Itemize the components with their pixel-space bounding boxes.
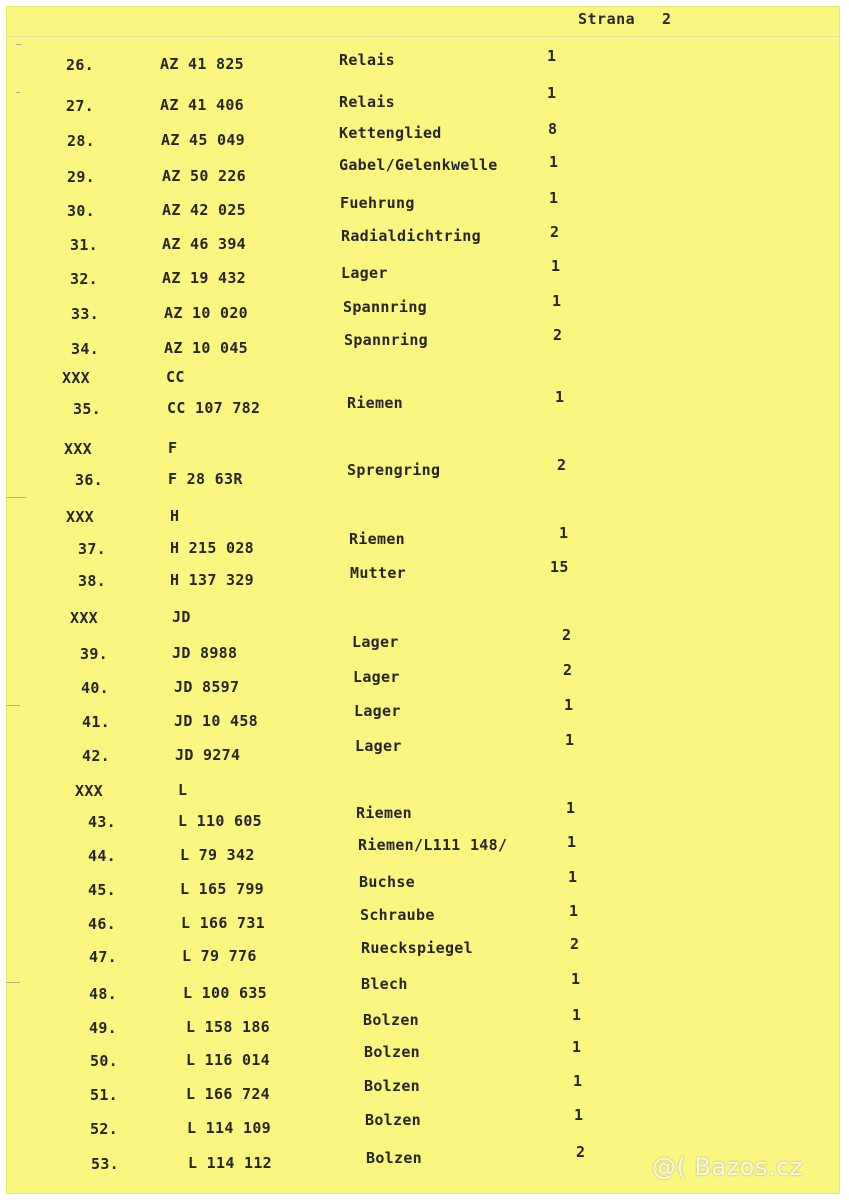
part-name: Bolzen bbox=[365, 1111, 421, 1129]
part-code: L 114 112 bbox=[188, 1154, 272, 1172]
part-code: AZ 10 045 bbox=[164, 339, 248, 357]
part-code: L 79 342 bbox=[180, 846, 255, 864]
part-name: Fuehrung bbox=[340, 194, 415, 212]
item-number: 37. bbox=[78, 540, 106, 558]
part-quantity: 1 bbox=[559, 524, 569, 542]
part-code: AZ 42 025 bbox=[162, 201, 246, 219]
part-quantity: 1 bbox=[555, 388, 565, 406]
item-number: XXX bbox=[70, 609, 98, 627]
part-name: Riemen bbox=[347, 394, 403, 412]
part-code: AZ 19 432 bbox=[162, 269, 246, 287]
part-code: JD 8597 bbox=[174, 678, 240, 696]
item-number: 40. bbox=[81, 679, 109, 697]
item-number: 52. bbox=[90, 1120, 118, 1138]
part-code: AZ 41 406 bbox=[160, 96, 244, 114]
item-number: 50. bbox=[90, 1052, 118, 1070]
part-code: CC bbox=[166, 368, 185, 386]
part-code: L 100 635 bbox=[183, 984, 267, 1002]
part-quantity: 2 bbox=[553, 326, 563, 344]
item-number: 38. bbox=[78, 572, 106, 590]
part-code: JD 10 458 bbox=[174, 712, 258, 730]
part-quantity: 1 bbox=[566, 799, 576, 817]
part-code: CC 107 782 bbox=[167, 399, 261, 417]
part-quantity: 2 bbox=[570, 935, 580, 953]
fold-line bbox=[6, 36, 840, 37]
item-number: 53. bbox=[91, 1155, 119, 1173]
part-quantity: 1 bbox=[574, 1106, 584, 1124]
part-name: Spannring bbox=[344, 331, 428, 349]
part-name: Bolzen bbox=[366, 1149, 422, 1167]
part-quantity: 2 bbox=[550, 223, 560, 241]
part-code: JD 8988 bbox=[172, 644, 238, 662]
edge-mark bbox=[6, 705, 20, 706]
part-quantity: 1 bbox=[567, 833, 577, 851]
part-code: L 166 724 bbox=[186, 1085, 270, 1103]
item-number: 51. bbox=[90, 1086, 118, 1104]
part-code: L 116 014 bbox=[186, 1051, 270, 1069]
item-number: 44. bbox=[88, 847, 116, 865]
part-name: Buchse bbox=[359, 873, 415, 891]
part-name: Spannring bbox=[343, 298, 427, 316]
item-number: XXX bbox=[62, 369, 90, 387]
part-quantity: 1 bbox=[573, 1072, 583, 1090]
part-quantity: 1 bbox=[564, 696, 574, 714]
part-code: AZ 50 226 bbox=[162, 167, 246, 185]
part-quantity: 1 bbox=[551, 257, 561, 275]
part-code: H bbox=[170, 507, 180, 525]
part-name: Kettenglied bbox=[339, 124, 442, 142]
item-number: 27. bbox=[66, 97, 94, 115]
part-name: Lager bbox=[341, 264, 388, 282]
item-number: 33. bbox=[71, 305, 99, 323]
part-name: Lager bbox=[355, 737, 402, 755]
part-code: H 215 028 bbox=[170, 539, 254, 557]
item-number: XXX bbox=[75, 782, 103, 800]
part-quantity: 1 bbox=[565, 731, 575, 749]
part-code: H 137 329 bbox=[170, 571, 254, 589]
part-quantity: 1 bbox=[549, 189, 559, 207]
part-code: L bbox=[178, 781, 188, 799]
part-name: Schraube bbox=[360, 906, 435, 924]
part-quantity: 1 bbox=[572, 1006, 582, 1024]
part-quantity: 1 bbox=[547, 47, 557, 65]
part-quantity: 1 bbox=[569, 902, 579, 920]
item-number: XXX bbox=[64, 440, 92, 458]
part-name: Lager bbox=[353, 668, 400, 686]
item-number: 42. bbox=[82, 747, 110, 765]
watermark: @( Bazos.cz bbox=[652, 1153, 803, 1181]
item-number: XXX bbox=[66, 508, 94, 526]
item-number: 45. bbox=[88, 881, 116, 899]
part-name: Bolzen bbox=[364, 1077, 420, 1095]
part-quantity: 1 bbox=[568, 868, 578, 886]
item-number: 39. bbox=[80, 645, 108, 663]
part-code: L 165 799 bbox=[180, 880, 264, 898]
page-label: Strana bbox=[578, 10, 636, 28]
part-name: Relais bbox=[339, 51, 395, 69]
part-code: F 28 63R bbox=[168, 470, 243, 488]
part-code: L 158 186 bbox=[186, 1018, 270, 1036]
item-number: 43. bbox=[88, 813, 116, 831]
part-name: Rueckspiegel bbox=[361, 939, 473, 957]
part-quantity: 2 bbox=[562, 626, 572, 644]
part-code: L 79 776 bbox=[182, 947, 257, 965]
part-name: Bolzen bbox=[363, 1011, 419, 1029]
page-number: 2 bbox=[662, 10, 672, 28]
part-name: Relais bbox=[339, 93, 395, 111]
part-name: Blech bbox=[361, 975, 408, 993]
item-number: 32. bbox=[70, 270, 98, 288]
edge-mark bbox=[16, 92, 20, 93]
part-quantity: 1 bbox=[572, 1038, 582, 1056]
part-quantity: 1 bbox=[571, 970, 581, 988]
edge-mark bbox=[6, 982, 20, 983]
part-quantity: 8 bbox=[548, 120, 558, 138]
part-code: AZ 45 049 bbox=[161, 131, 245, 149]
part-code: F bbox=[168, 439, 178, 457]
part-code: AZ 10 020 bbox=[164, 304, 248, 322]
item-number: 46. bbox=[88, 915, 116, 933]
part-code: AZ 46 394 bbox=[162, 235, 246, 253]
item-number: 49. bbox=[89, 1019, 117, 1037]
part-quantity: 2 bbox=[576, 1143, 586, 1161]
item-number: 31. bbox=[70, 236, 98, 254]
part-name: Mutter bbox=[350, 564, 406, 582]
part-name: Bolzen bbox=[364, 1043, 420, 1061]
part-code: JD 9274 bbox=[175, 746, 241, 764]
part-quantity: 2 bbox=[563, 661, 573, 679]
part-name: Lager bbox=[354, 702, 401, 720]
part-quantity: 1 bbox=[552, 292, 562, 310]
item-number: 29. bbox=[67, 168, 95, 186]
part-name: Riemen bbox=[349, 530, 405, 548]
part-quantity: 2 bbox=[557, 456, 567, 474]
item-number: 34. bbox=[71, 340, 99, 358]
item-number: 48. bbox=[89, 985, 117, 1003]
edge-mark bbox=[6, 497, 26, 498]
item-number: 28. bbox=[67, 132, 95, 150]
item-number: 30. bbox=[67, 202, 95, 220]
part-name: Riemen/L111 148/ bbox=[358, 836, 508, 854]
edge-mark bbox=[16, 44, 22, 45]
item-number: 35. bbox=[73, 400, 101, 418]
item-number: 26. bbox=[66, 56, 94, 74]
part-name: Radialdichtring bbox=[341, 227, 481, 245]
part-code: AZ 41 825 bbox=[160, 55, 244, 73]
document-sheet bbox=[6, 6, 840, 1194]
part-code: L 114 109 bbox=[187, 1119, 271, 1137]
part-name: Sprengring bbox=[347, 461, 441, 479]
part-name: Riemen bbox=[356, 804, 412, 822]
part-code: L 110 605 bbox=[178, 812, 262, 830]
part-code: L 166 731 bbox=[181, 914, 265, 932]
part-name: Gabel/Gelenkwelle bbox=[339, 156, 498, 174]
part-quantity: 1 bbox=[547, 84, 557, 102]
item-number: 36. bbox=[75, 471, 103, 489]
item-number: 47. bbox=[89, 948, 117, 966]
part-code: JD bbox=[172, 608, 191, 626]
part-name: Lager bbox=[352, 633, 399, 651]
part-quantity: 1 bbox=[549, 153, 559, 171]
part-quantity: 15 bbox=[550, 558, 569, 576]
item-number: 41. bbox=[82, 713, 110, 731]
